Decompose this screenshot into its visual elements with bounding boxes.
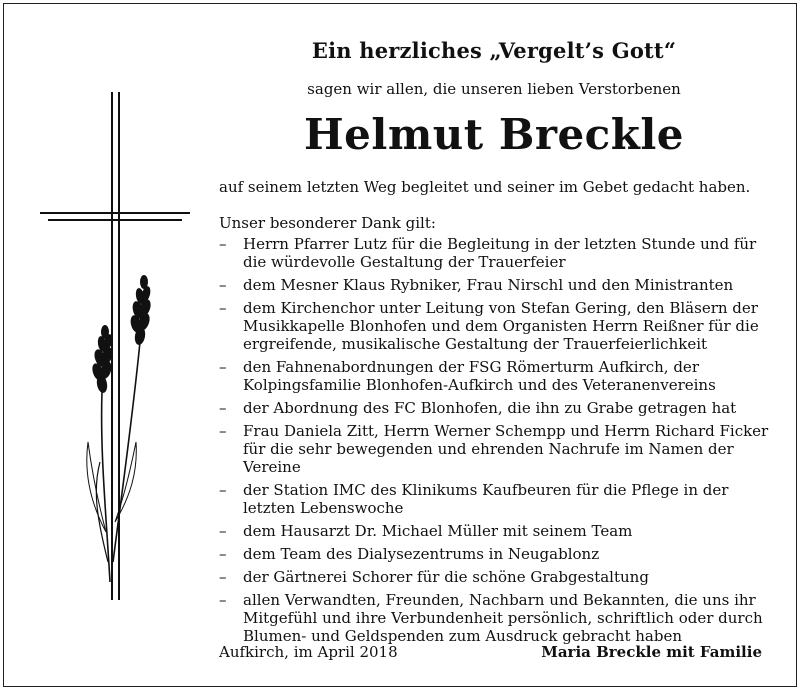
thanks-lead: Unser besonderer Dank gilt:: [219, 214, 436, 232]
cross-with-wheat-icon: [40, 92, 200, 607]
thanks-section: [219, 214, 774, 650]
list-item: – dem Mesner Klaus Rybniker, Frau Nirschl und den Ministranten: [219, 276, 774, 294]
list-item: – der Station IMC des Klinikums Kaufbeuren für die Pflege in der letzten Lebenswoche: [219, 481, 774, 517]
list-item: – den Fahnenabordnungen der FSG Römerturm Aufkirch, der Kolpingsfamilie Blonhofen-Aufkirch und des Veteranenvereins: [219, 358, 774, 394]
list-item: – dem Team des Dialysezentrums in Neugablonz: [219, 545, 774, 563]
list-item: – der Gärtnerei Schorer für die schöne Grabgestaltung: [219, 568, 774, 586]
place-date: Aufkirch, im April 2018: [219, 643, 398, 661]
thanks-list: [219, 235, 774, 645]
deceased-name: Helmut Breckle: [303, 110, 685, 159]
obituary-notice: [3, 3, 797, 687]
list-item: – Frau Daniela Zitt, Herrn Werner Schempp und Herrn Richard Ficker für die sehr bewegenden und ehrenden Nachrufe im Namen der Vereine: [219, 422, 774, 476]
signature: Maria Breckle mit Familie: [541, 643, 762, 661]
list-item: – der Abordnung des FC Blonhofen, die ihn zu Grabe getragen hat: [219, 399, 774, 417]
headline: Ein herzliches „Vergelt’s Gott“: [311, 38, 677, 63]
list-item: – allen Verwandten, Freunden, Nachbarn und Bekannten, die uns ihr Mitgefühl und ihre Verbundenheit persönlich, schriftlich oder durch Blumen- und Geldspenden zum Ausdruck gebracht haben: [219, 591, 774, 645]
subline: sagen wir allen, die unseren lieben Verstorbenen: [307, 80, 681, 98]
list-item: – dem Hausarzt Dr. Michael Müller mit seinem Team: [219, 522, 774, 540]
list-item: – Herrn Pfarrer Lutz für die Begleitung in der letzten Stunde und für die würdevolle Gestaltung der Trauerfeier: [219, 235, 774, 271]
intro-text: auf seinem letzten Weg begleitet und seiner im Gebet gedacht haben.: [219, 178, 751, 196]
list-item: – dem Kirchenchor unter Leitung von Stefan Gering, den Bläsern der Musikkapelle Blonhofen und dem Organisten Herrn Reißner für die ergreifende, musikalische Gestaltung der Trauerfeierlichkeit: [219, 299, 774, 353]
